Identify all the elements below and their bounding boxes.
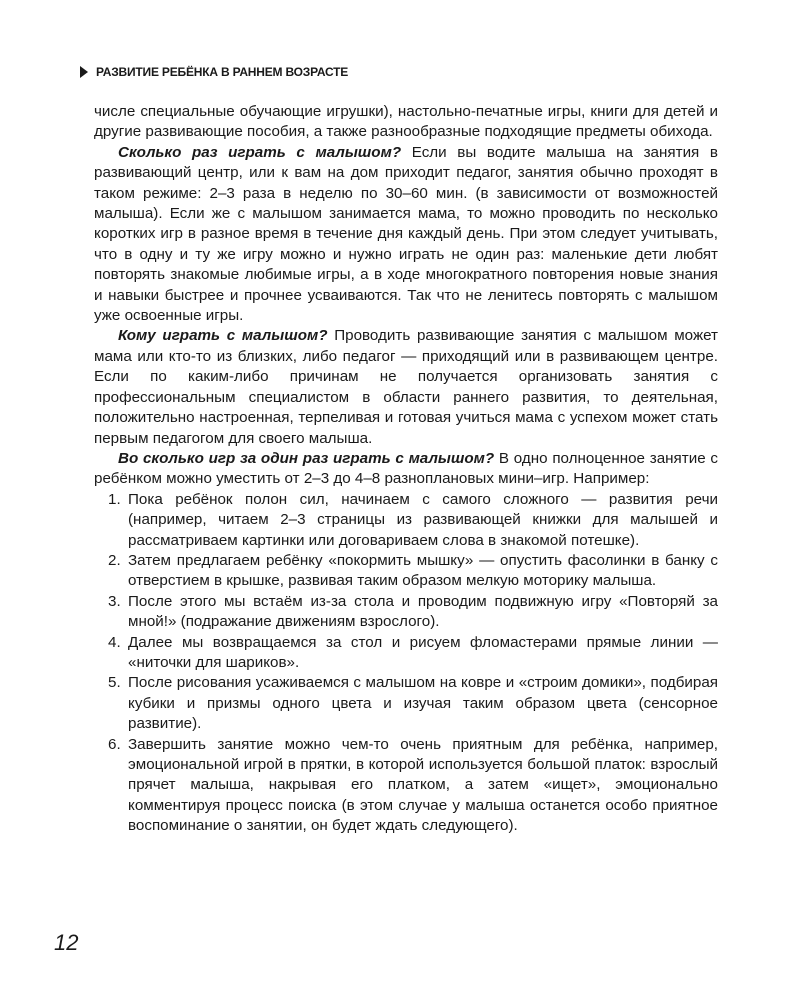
list-item-number: 3.: [108, 592, 121, 610]
list-item-number: 2.: [108, 551, 121, 569]
running-header: [80, 62, 348, 82]
answer-who-plays: Проводить развивающие занятия с малышом может мама или кто-то из близких, либо педагог — приходящий или в развивающем центре. Если по каким-либо причинам не получается организовать занятия с профессиональным специалистом в области раннего развития, то деятельная, положительно настроенная, терпеливая и готовая учиться мама с успехом может стать первым педагогом для своего малыша.: [94, 327, 719, 447]
activity-list: [94, 490, 718, 837]
list-item-text: Завершить занятие можно чем-то очень приятным для ребёнка, например, эмоциональной игрой в прятки, в которой используется большой платок: взрослый прячет малыша, накрывая его платком, а затем «ищет», эмоционально комментируя процесс поиска (в этом случае у малыша останется особо приятное воспоминание о занятии, он будет ждать следующего).: [128, 735, 718, 835]
list-item-text: После этого мы встаём из-за стола и проводим подвижную игру «Повторяй за мной!» (подражание движениям взрослого).: [128, 592, 718, 631]
list-item: [94, 490, 718, 551]
triangle-arrow-icon: [80, 66, 88, 78]
list-item-number: 4.: [108, 633, 121, 651]
list-item-number: 1.: [108, 490, 121, 508]
paragraph-how-many: [94, 449, 718, 490]
question-how-many: Во сколько игр за один раз играть с малышом?: [118, 449, 495, 467]
list-item-text: После рисования усаживаемся с малышом на ковре и «строим домики», подбирая кубики и призмы одного цвета и изучая таким образом цвета (сенсорное развитие).: [128, 674, 718, 733]
paragraph-continuation: числе специальные обучающие игрушки), настольно-печатные игры, книги для детей и другие развивающие пособия, а также разнообразные подходящие предметы обихода.: [94, 103, 718, 141]
list-item: [94, 673, 718, 734]
question-who-plays: Кому играть с малышом?: [118, 327, 328, 345]
list-item-text: Пока ребёнок полон сил, начинаем с самого сложного — развития речи (например, читаем 2–3 страницы из развивающей книжки для малышей и рассматриваем картинки или договариваем слова в знакомой потешке).: [128, 490, 718, 549]
list-item: [94, 592, 718, 633]
answer-how-many: В одно полноценное занятие с ребёнком можно уместить от 2–3 до 4–8 разноплановых мини–игр. Например:: [94, 449, 718, 488]
section-title: РАЗВИТИЕ РЕБЁНКА В РАННЕМ ВОЗРАСТЕ: [96, 65, 349, 79]
list-item: [94, 551, 718, 592]
list-item-text: Затем предлагаем ребёнку «покормить мышку» — опустить фасолинки в банку с отверстием в крышке, развивая таким образом мелкую моторику малыша.: [128, 551, 718, 590]
list-item-number: 6.: [108, 735, 121, 753]
page-number: 12: [54, 930, 79, 955]
paragraph-how-often: [94, 143, 718, 327]
answer-how-often: Если вы водите малыша на занятия в развивающий центр, или к вам на дом приходит педагог, занятия обычно проходят в таком режиме: 2–3 раза в неделю по 30–60 мин. (в зависимости от возможностей малыша). Если же с малышом занимается мама, то можно проводить по несколько коротких игр в разное время в течение дня каждый день. При этом следует учитывать, что в одну и ту же игру можно и нужно играть не один раз: маленькие дети любят повторять знакомые любимые игры, а в ходе многократного повторения новые знания и навыки быстрее и прочнее усваиваются. Так что не ленитесь повторять с малышом уже освоенные игры.: [94, 143, 718, 325]
list-item-text: Далее мы возвращаемся за стол и рисуем фломастерами прямые линии — «ниточки для шариков».: [128, 633, 718, 671]
list-item: [94, 735, 718, 837]
paragraph-who-plays: [94, 326, 718, 448]
list-item: [94, 633, 718, 674]
body-text: [94, 102, 718, 837]
question-how-often: Сколько раз играть с малышом?: [118, 143, 402, 161]
list-item-number: 5.: [108, 674, 121, 692]
